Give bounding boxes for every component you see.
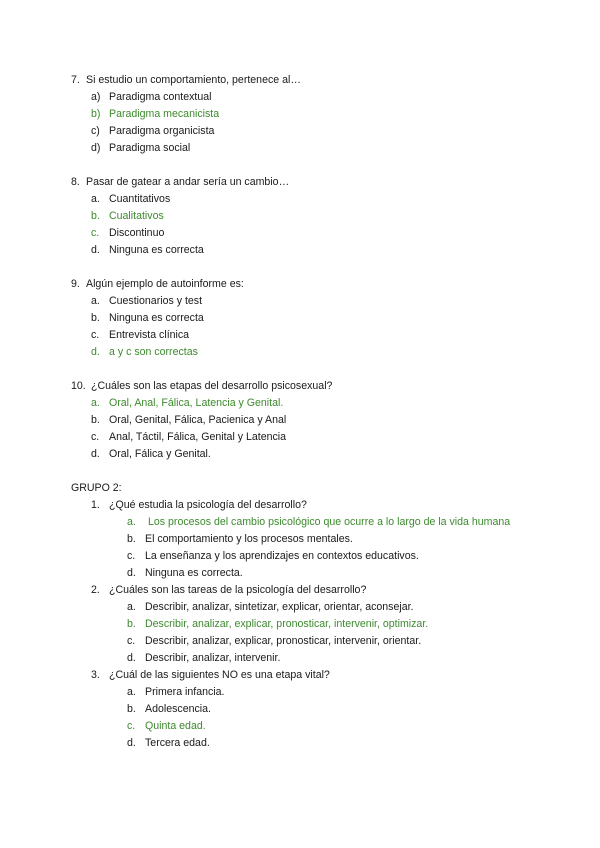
option-text: Describir, analizar, explicar, pronosticar, intervenir, orientar. — [145, 635, 422, 647]
option-marker-correct: b. — [91, 210, 100, 222]
option-marker-correct: a. — [91, 397, 100, 409]
option-marker: b. — [91, 312, 100, 324]
option-text: El comportamiento y los procesos mentales. — [145, 533, 353, 545]
option-text-correct: Paradigma mecanicista — [109, 108, 220, 120]
option-marker: a. — [127, 686, 136, 698]
option-text: Cuestionarios y test — [109, 295, 203, 307]
option-marker-correct: b. — [127, 618, 136, 630]
question-number: 7. — [71, 74, 80, 86]
option-text: Oral, Genital, Fálica, Pacienica y Anal — [109, 414, 287, 426]
option-marker: a. — [91, 295, 100, 307]
question-number: 3. — [91, 669, 100, 681]
option-marker-correct: d. — [91, 346, 100, 358]
option-marker: c) — [91, 125, 100, 137]
option-marker: d. — [91, 244, 100, 256]
option-marker-correct: b) — [91, 108, 101, 120]
option-text-correct: Quinta edad. — [145, 720, 206, 732]
option-marker: b. — [91, 414, 100, 426]
option-text: Primera infancia. — [145, 686, 225, 698]
question-number: 10. — [71, 380, 86, 392]
option-marker: c. — [91, 227, 100, 239]
option-marker: d. — [127, 652, 136, 664]
option-marker: d) — [91, 142, 101, 154]
option-marker: b. — [127, 703, 136, 715]
option-text: Paradigma social — [109, 142, 191, 154]
question-text: Pasar de gatear a andar sería un cambio… — [86, 176, 290, 188]
option-text: Adolescencia. — [145, 703, 211, 715]
question-number: 1. — [91, 499, 100, 511]
option-text: Anal, Táctil, Fálica, Genital y Latencia — [109, 431, 287, 443]
option-text: Describir, analizar, sintetizar, explicar, orientar, aconsejar. — [145, 601, 414, 613]
option-text: Paradigma organicista — [109, 125, 215, 137]
option-text: Entrevista clínica — [109, 329, 190, 341]
question-number: 2. — [91, 584, 100, 596]
option-text: La enseñanza y los aprendizajes en contextos educativos. — [145, 550, 419, 562]
question-text: ¿Cuáles son las etapas del desarrollo psicosexual? — [91, 380, 333, 392]
question-text: ¿Cuál de las siguientes NO es una etapa vital? — [109, 669, 330, 681]
option-text-correct: Los procesos del cambio psicológico que ocurre a lo largo de la vida humana — [148, 516, 511, 528]
option-marker: c. — [91, 431, 100, 443]
option-marker-correct: a. — [127, 516, 136, 528]
option-text: Ninguna es correcta — [109, 312, 204, 324]
option-text-correct: Cualitativos — [109, 210, 164, 222]
option-text-correct: a y c son correctas — [109, 346, 198, 358]
option-text: Oral, Fálica y Genital. — [109, 448, 211, 460]
option-marker: d. — [91, 448, 100, 460]
option-text-correct: Oral, Anal, Fálica, Latencia y Genital. — [109, 397, 284, 409]
question-text: ¿Qué estudia la psicología del desarrollo? — [109, 499, 307, 511]
option-text: Tercera edad. — [145, 737, 210, 749]
option-text: Describir, analizar, intervenir. — [145, 652, 281, 664]
option-marker: a. — [91, 193, 100, 205]
question-text: Algún ejemplo de autoinforme es: — [86, 278, 244, 290]
option-marker: c. — [91, 329, 100, 341]
option-text-correct: Describir, analizar, explicar, pronosticar, intervenir, optimizar. — [145, 618, 429, 630]
option-marker: d. — [127, 737, 136, 749]
option-marker: d. — [127, 567, 136, 579]
option-text: Ninguna es correcta — [109, 244, 204, 256]
option-marker: c. — [127, 635, 136, 647]
group-title: GRUPO 2: — [71, 482, 122, 494]
question-number: 8. — [71, 176, 80, 188]
option-text: Discontinuo — [109, 227, 165, 239]
option-marker: a) — [91, 91, 101, 103]
option-marker: a. — [127, 601, 136, 613]
question-text: ¿Cuáles son las tareas de la psicología del desarrollo? — [109, 584, 367, 596]
option-text: Ninguna es correcta. — [145, 567, 243, 579]
question-text: Si estudio un comportamiento, pertenece al… — [86, 74, 301, 86]
option-marker: c. — [127, 550, 136, 562]
option-marker: b. — [127, 533, 136, 545]
option-marker-correct: c. — [127, 720, 136, 732]
option-text: Paradigma contextual — [109, 91, 212, 103]
option-text: Cuantitativos — [109, 193, 171, 205]
question-number: 9. — [71, 278, 80, 290]
